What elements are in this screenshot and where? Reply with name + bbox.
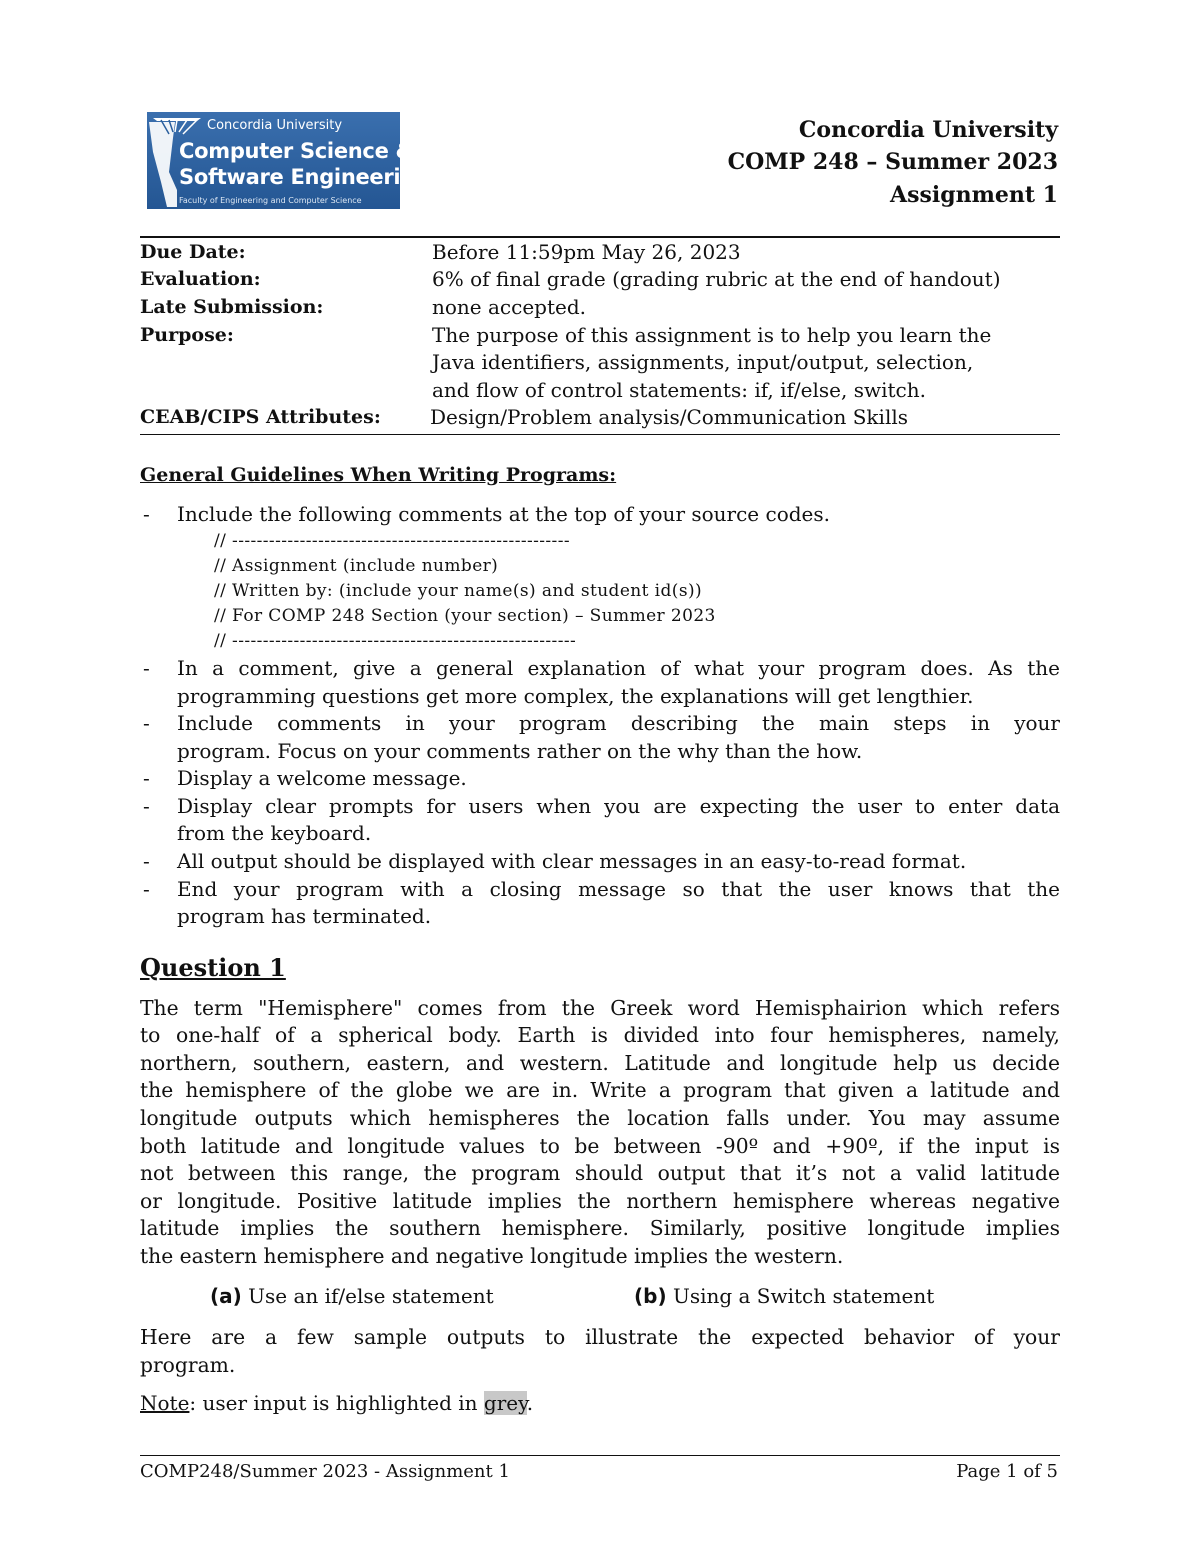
late-submission-value: none accepted.	[432, 295, 586, 319]
option-a-text: Use an if/else statement	[241, 1284, 494, 1308]
bullet-dash: -	[143, 766, 150, 790]
purpose-line: and flow of control statements: if, if/else, switch.	[432, 378, 926, 402]
note-grey-highlight: grey	[483, 1391, 527, 1415]
header-assignment: Assignment 1	[890, 182, 1058, 208]
note-end: .	[526, 1391, 534, 1415]
logo-faculty-name: Faculty of Engineering and Computer Science	[179, 196, 362, 205]
purpose-line: The purpose of this assignment is to help you learn the	[432, 323, 992, 347]
sample-intro-line: Here are a few sample outputs to illustrate the expected behavior of your	[140, 1325, 1060, 1349]
question-paragraph-line: not between this range, the program should output that it’s not a valid latitude	[140, 1161, 1060, 1185]
note-line	[140, 1391, 533, 1415]
question-paragraph-line: to one-half of a spherical body. Earth is divided into four hemispheres, namely,	[140, 1023, 1060, 1047]
question-paragraph-line: The term "Hemisphere" comes from the Greek word Hemisphairion which refers	[140, 996, 1060, 1020]
guideline-item: Include the following comments at the top of your source codes.	[177, 502, 830, 526]
option-a-label: (a)	[210, 1284, 242, 1308]
ceab-value: Design/Problem analysis/Communication Skills	[430, 405, 908, 429]
note-label: Note	[140, 1391, 190, 1415]
guideline-item: In a comment, give a general explanation of what your program does. As the	[177, 656, 1060, 680]
bullet-dash: -	[143, 849, 150, 873]
guideline-item-continued: from the keyboard.	[177, 821, 372, 845]
sample-intro-line: program.	[140, 1353, 236, 1377]
logo-department-line-1: Computer Science &	[179, 139, 414, 163]
footer-page-number: Page 1 of 5	[956, 1461, 1058, 1482]
bullet-dash: -	[143, 711, 150, 735]
question-paragraph-line: or longitude. Positive latitude implies the northern hemisphere whereas negative	[140, 1189, 1060, 1213]
guideline-item: Display clear prompts for users when you are expecting the user to enter data	[177, 794, 1060, 818]
footer-course: COMP248/Summer 2023 - Assignment 1	[140, 1461, 510, 1482]
header-divider	[140, 236, 1060, 238]
code-comment-line: // For COMP 248 Section (your section) – Summer 2023	[214, 606, 716, 626]
guideline-item-continued: program has terminated.	[177, 904, 432, 928]
bullet-dash: -	[143, 794, 150, 818]
bullet-dash: -	[143, 877, 150, 901]
purpose-line: Java identifiers, assignments, input/output, selection,	[432, 350, 974, 374]
ceab-label: CEAB/CIPS Attributes:	[140, 406, 381, 428]
question-paragraph-line: both latitude and longitude values to be between -90º and +90º, if the input is	[140, 1134, 1060, 1158]
guideline-item-continued: programming questions get more complex, the explanations will get lengthier.	[177, 684, 974, 708]
bullet-dash: -	[143, 656, 150, 680]
question-paragraph-line: latitude implies the southern hemisphere. Similarly, positive longitude implies	[140, 1216, 1060, 1240]
question-paragraph-line: the eastern hemisphere and negative longitude implies the western.	[140, 1244, 844, 1268]
guideline-item: End your program with a closing message so that the user knows that the	[177, 877, 1060, 901]
code-comment-line: // Assignment (include number)	[214, 556, 499, 576]
guideline-item: All output should be displayed with clear messages in an easy-to-read format.	[177, 849, 967, 873]
guideline-item: Include comments in your program describing the main steps in your	[177, 711, 1060, 735]
header-university: Concordia University	[798, 117, 1058, 143]
option-b	[634, 1284, 934, 1308]
logo-university-name: Concordia University	[207, 118, 343, 133]
info-divider	[140, 434, 1060, 435]
code-comment-line: // --------------------------------------------------------	[214, 631, 577, 651]
question-paragraph-line: northern, southern, eastern, and western. Latitude and longitude help us decide	[140, 1051, 1060, 1075]
due-date-label: Due Date:	[140, 241, 246, 263]
logo-department-line-2: Software Engineering	[179, 165, 430, 189]
code-comment-line: // Written by: (include your name(s) and student id(s))	[214, 581, 703, 601]
option-a	[210, 1284, 494, 1308]
bullet-dash: -	[143, 502, 150, 526]
late-submission-label: Late Submission:	[140, 296, 324, 318]
evaluation-label: Evaluation:	[140, 268, 261, 290]
header-course: COMP 248 – Summer 2023	[727, 149, 1058, 175]
code-comment-line: // -------------------------------------------------------	[214, 531, 570, 551]
purpose-label: Purpose:	[140, 324, 234, 346]
question-paragraph-line: longitude outputs which hemispheres the location falls under. You may assume	[140, 1106, 1060, 1130]
department-logo	[147, 112, 430, 209]
option-b-label: (b)	[634, 1284, 667, 1308]
question-paragraph-line: the hemisphere of the globe we are in. Write a program that given a latitude and	[140, 1078, 1060, 1102]
due-date-value: Before 11:59pm May 26, 2023	[432, 240, 741, 264]
option-b-text: Using a Switch statement	[666, 1284, 935, 1308]
evaluation-value: 6% of final grade (grading rubric at the end of handout)	[432, 267, 1001, 291]
footer-divider	[140, 1455, 1060, 1456]
guideline-item-continued: program. Focus on your comments rather on the why than the how.	[177, 739, 863, 763]
question-1-title: Question 1	[140, 953, 286, 982]
note-text: : user input is highlighted in	[189, 1391, 484, 1415]
guideline-item: Display a welcome message.	[177, 766, 467, 790]
guidelines-heading: General Guidelines When Writing Programs:	[140, 464, 617, 486]
